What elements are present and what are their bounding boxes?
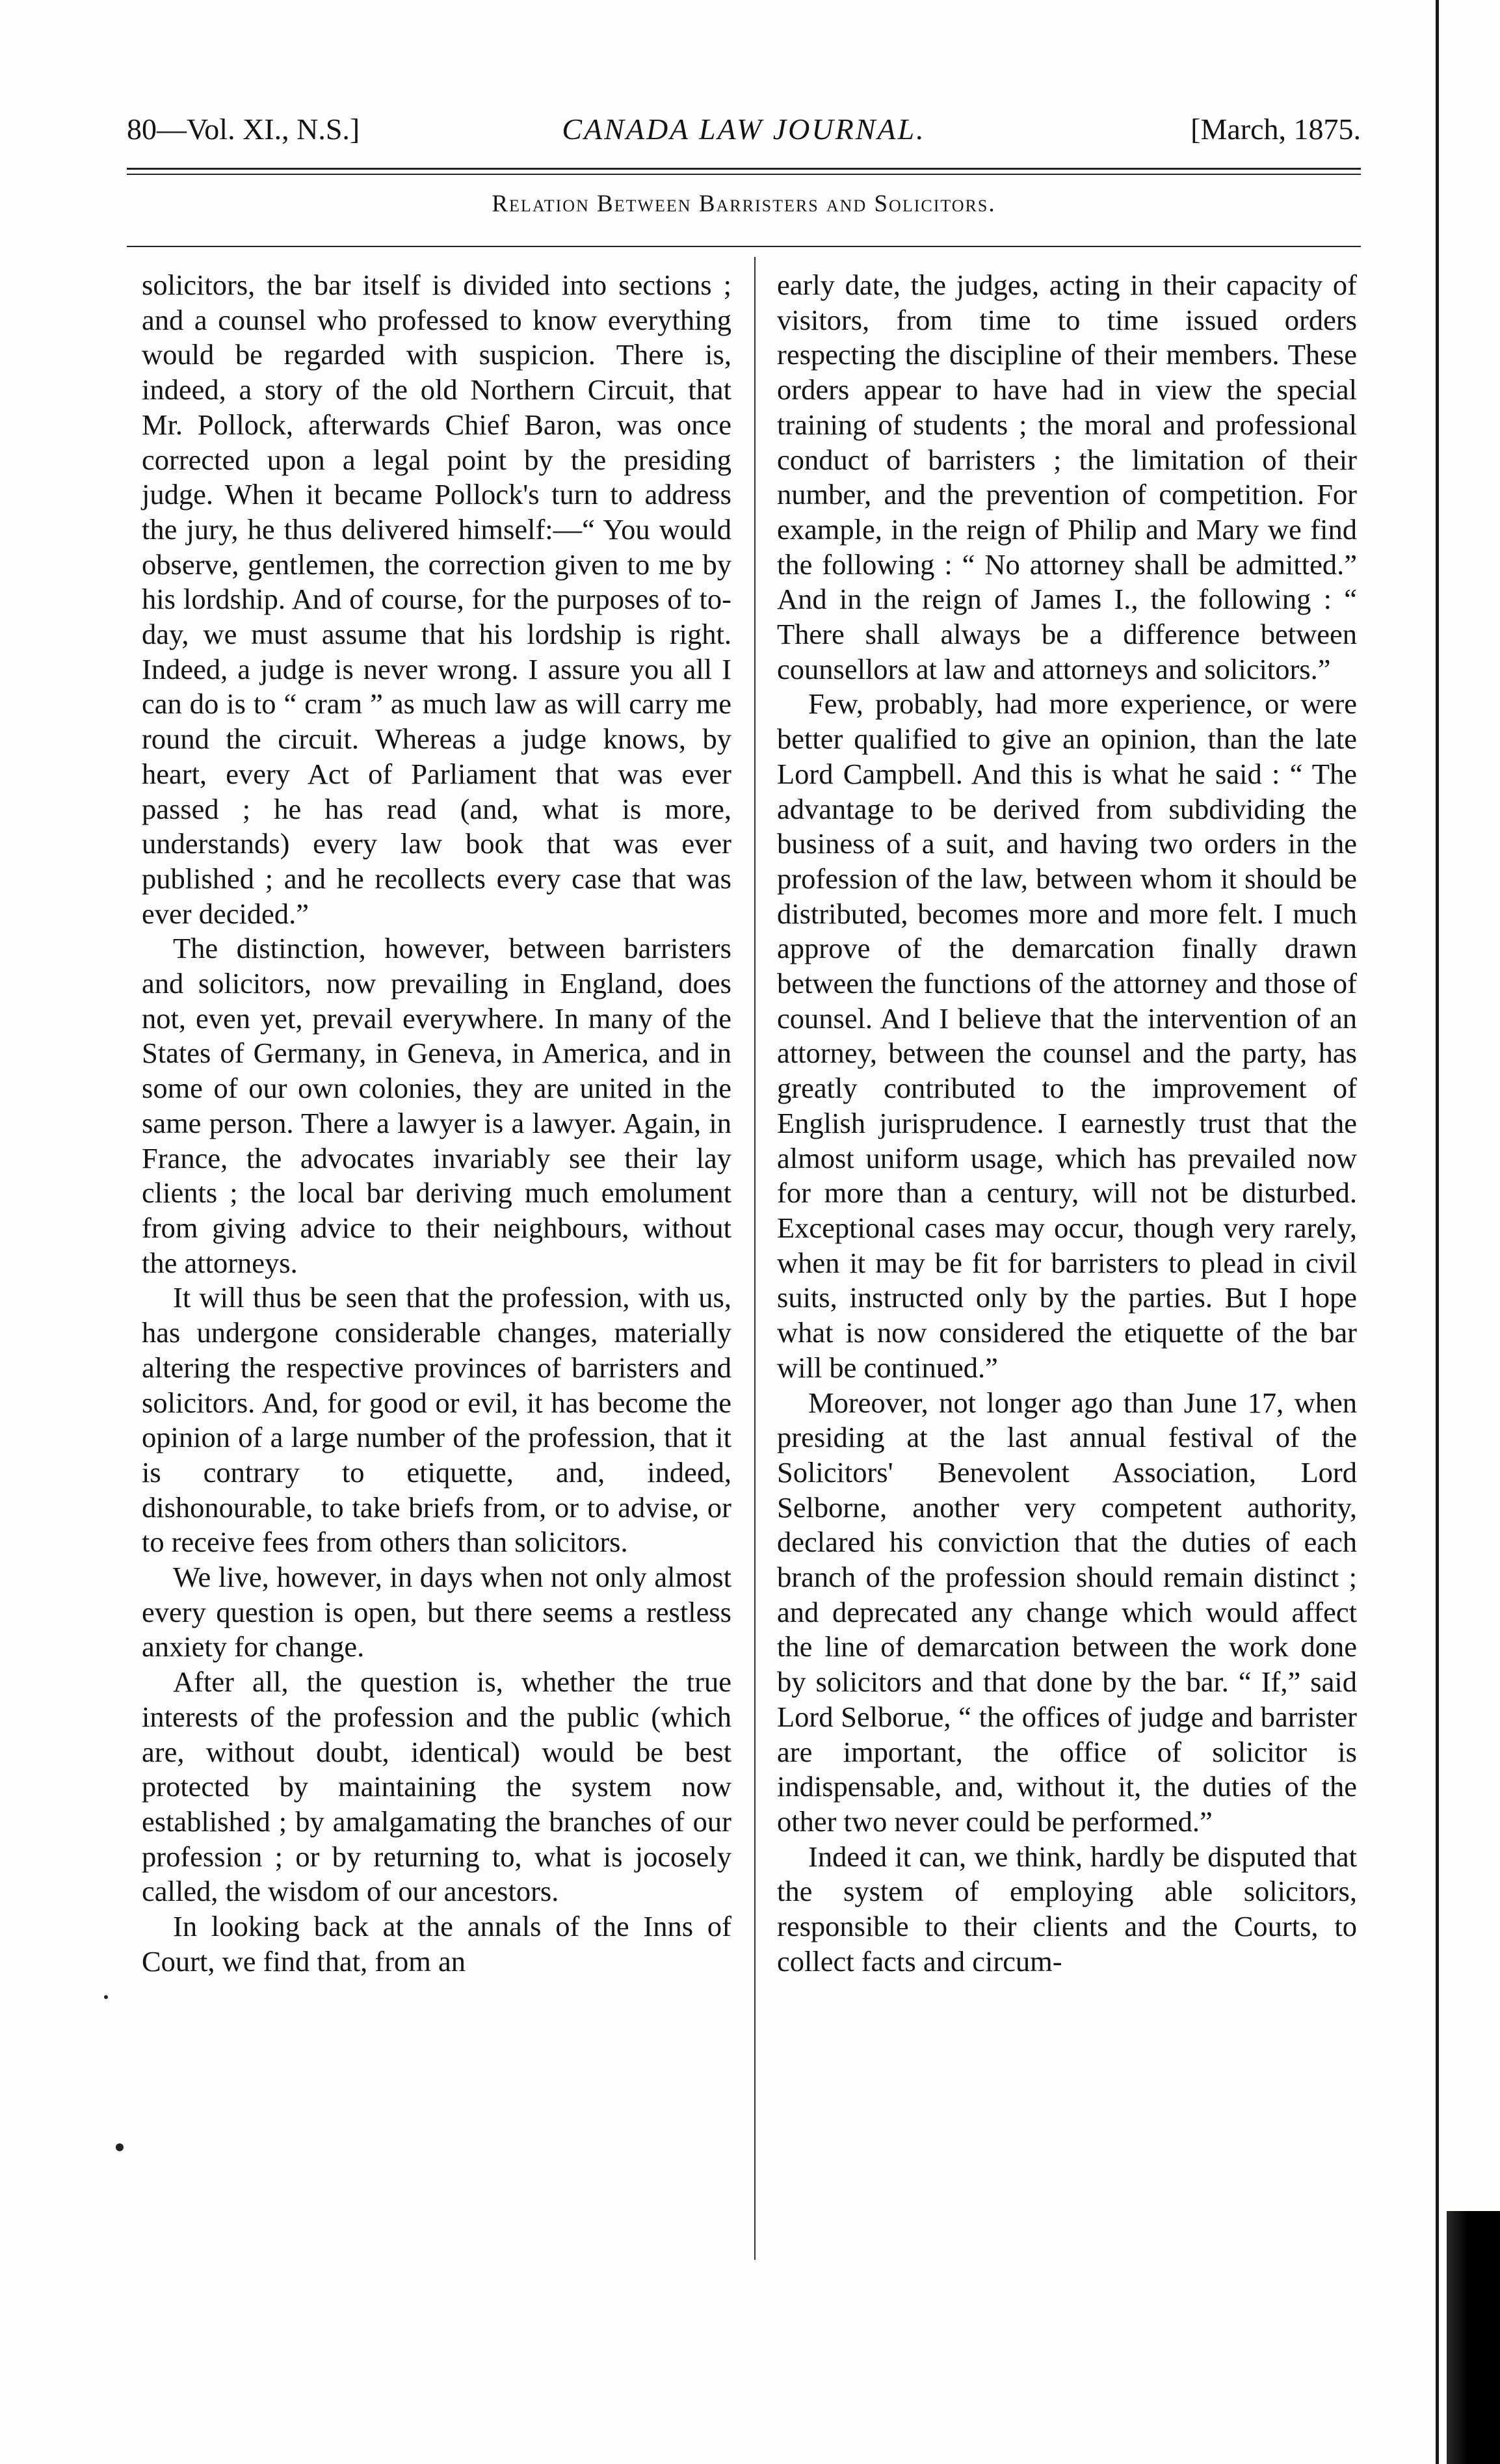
paragraph: Indeed it can, we think, hardly be disputed that the system of employing able solicitors, responsible to their clients and the Courts, to collect facts and circum- [777, 1840, 1357, 1978]
running-header [127, 112, 1361, 159]
left-column [142, 268, 731, 1979]
column-divider [754, 257, 756, 2260]
paragraph: Few, probably, had more experience, or were better qualified to give an opinion, than the late Lord Campbell. And this is what he said : “ The advantage to be derived from subdividing the business of a suit, and having two orders in the profession of the law, between whom it should be distributed, becomes more and more felt. I much approve of the demarcation finally drawn between the functions of the attorney and those of counsel. And I believe that the intervention of an attorney, between the counsel and the party, has greatly contributed to the improvement of English jurisprudence. I earnestly trust that the almost uniform usage, which has prevailed now for more than a century, will not be disturbed. Exceptional cases may occur, though very rarely, when it may be fit for barristers to plead in civil suits, instructed only by the parties. But I hope what is now considered the etiquette of the bar will be continued.” [777, 687, 1357, 1384]
paragraph: We live, however, in days when not only almost every question is open, but there seems a restless anxiety for change. [142, 1561, 731, 1663]
header-rule-bottom [127, 174, 1361, 175]
paragraph: Moreover, not longer ago than June 17, when presiding at the last annual festival of the Solicitors' Benevolent Association, Lord Selborne, another very competent authority, declared his conviction that the duties of each branch of the profession should remain distinct ; and deprecated any change which would affect the line of demarcation between the work done by solicitors and that done by the bar. “ If,” said Lord Selborue, “ the offices of judge and barrister are important, the office of solicitor is indispensable, and, without it, the duties of the other two never could be performed.” [777, 1386, 1357, 1838]
right-column [777, 268, 1357, 1979]
paragraph: After all, the question is, whether the true interests of the profession and the public (which are, without doubt, identical) would be best protected by maintaining the system now established ; by amalgamating the branches of our profession ; or by returning to, what is jocosely called, the wisdom of our ancestors. [142, 1665, 731, 1908]
ink-speck [104, 1995, 108, 1999]
binding-edge [1436, 0, 1439, 2464]
title-rule [127, 246, 1361, 247]
volume-page-number: 80—Vol. XI., N.S.] [127, 113, 360, 146]
ink-blot [116, 2143, 124, 2151]
journal-title: CANADA LAW JOURNAL. [562, 113, 926, 146]
page-fold-shadow [1447, 2211, 1500, 2464]
paragraph: In looking back at the annals of the Inns of Court, we find that, from an [142, 1910, 731, 1978]
paragraph: solicitors, the bar itself is divided into sections ; and a counsel who professed to know everything would be regarded with suspicion. There is, indeed, a story of the old Northern Circuit, that Mr. Pollock, afterwards Chief Baron, was once corrected upon a legal point by the presiding judge. When it became Pollock's turn to address the jury, he thus delivered himself:—“ You would observe, gentlemen, the correction given to me by his lordship. And of course, for the purposes of to-day, we must assume that his lordship is right. Indeed, a judge is never wrong. I assure you all I can do is to “ cram ” as much law as will carry me round the circuit. Whereas a judge knows, by heart, every Act of Parliament that was ever passed ; he has read (and, what is more, understands) every law book that was ever published ; and he recollects every case that was ever decided.” [142, 269, 731, 930]
paragraph: It will thus be seen that the profession, with us, has undergone considerable changes, materially altering the respective provinces of barristers and solicitors. And, for good or evil, it has become the opinion of a large number of the profession, that it is contrary to etiquette, and, indeed, dishonourable, to take briefs from, or to advise, or to receive fees from others than solicitors. [142, 1281, 731, 1559]
issue-date: [March, 1875. [1191, 113, 1361, 146]
paragraph: The distinction, however, between barristers and solicitors, now prevailing in England, does not, even yet, prevail everywhere. In many of the States of Germany, in Geneva, in America, and in some of our own colonies, they are united in the same person. There a lawyer is a lawyer. Again, in France, the advocates invariably see their lay clients ; the local bar deriving much emolument from giving advice to their neighbours, without the attorneys. [142, 932, 731, 1279]
article-title: Relation Between Barristers and Solicitors. [492, 191, 996, 217]
paragraph: early date, the judges, acting in their capacity of visitors, from time to time issued orders respecting the discipline of their members. These orders appear to have had in view the special training of students ; the moral and professional conduct of barristers ; the limitation of their number, and the prevention of competition. For example, in the reign of Philip and Mary we find the following : “ No attorney shall be admitted.” And in the reign of James I., the following : “ There shall always be a difference between counsellors at law and attorneys and solicitors.” [777, 269, 1357, 685]
header-rule-top [127, 168, 1361, 170]
